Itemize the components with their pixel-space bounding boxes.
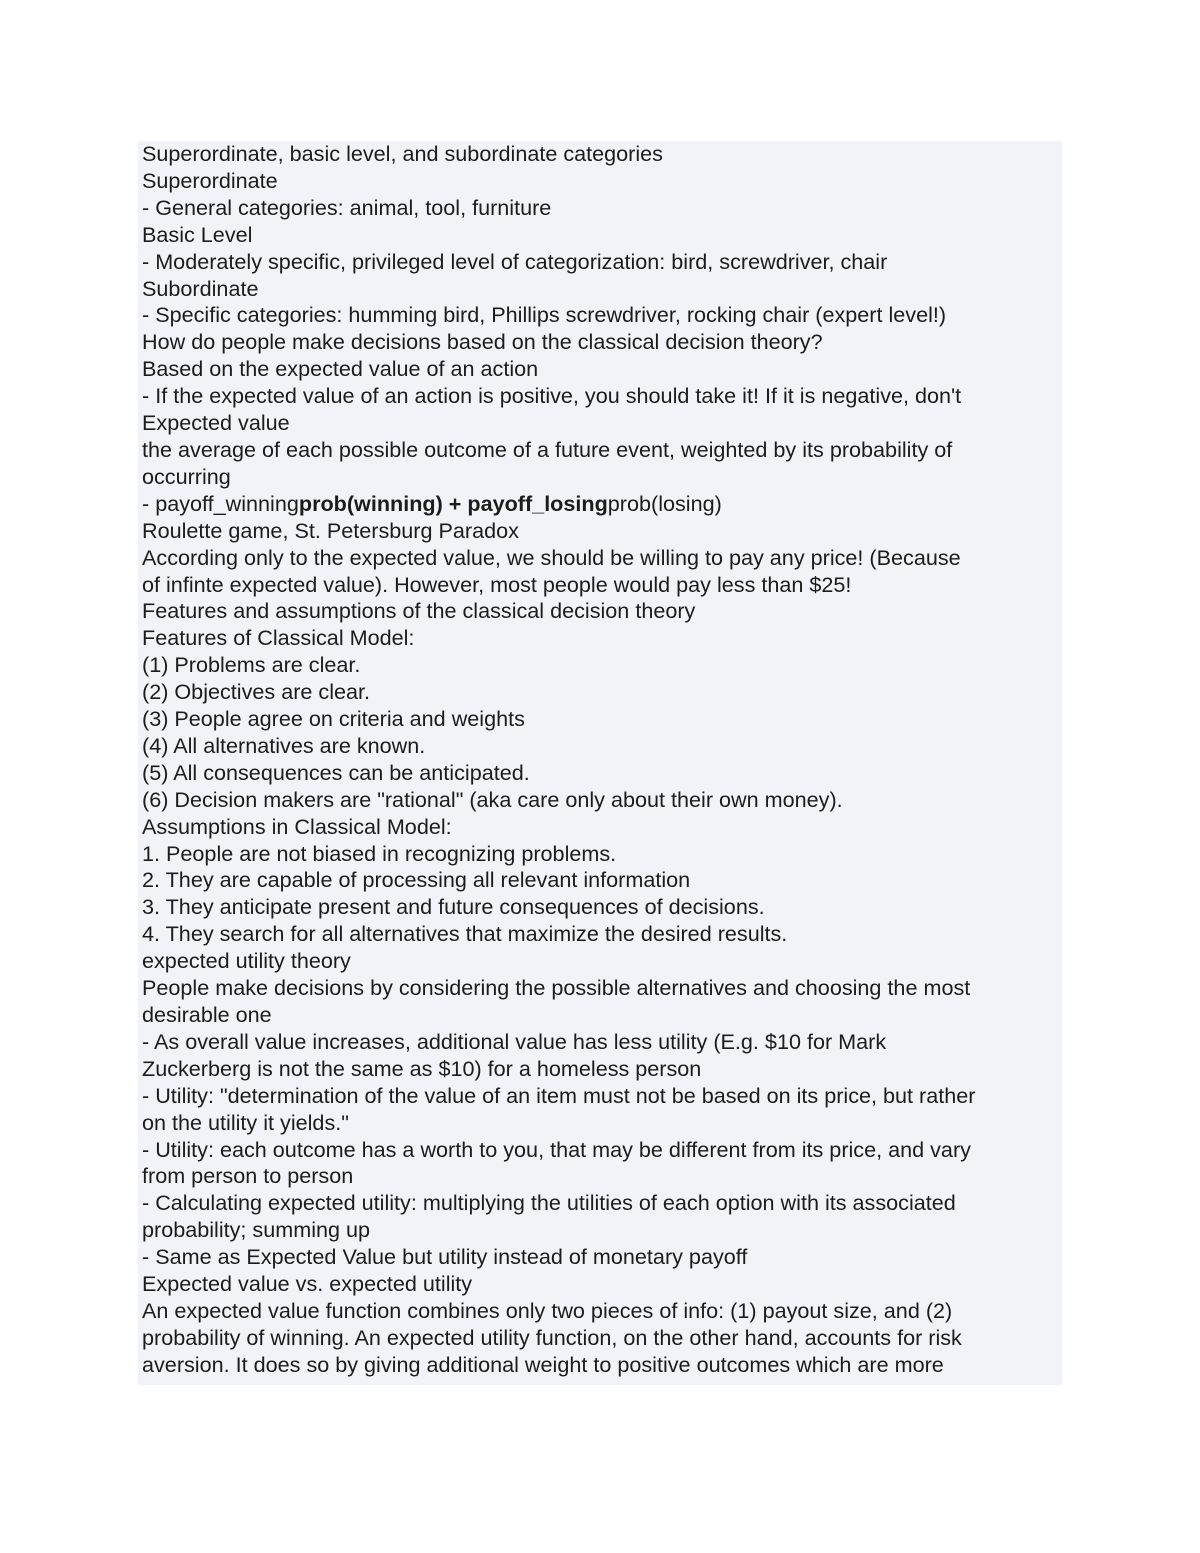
- heading-features-assumptions: Features and assumptions of the classical decision theory: [142, 598, 696, 624]
- text-line: from person to person: [142, 1163, 354, 1189]
- text-line: Subordinate: [142, 275, 259, 301]
- text-line: aversion. It does so by giving additional weight to positive outcomes which are more: [142, 1351, 944, 1377]
- formula-bold-part: prob(winning) + payoff_losing: [298, 490, 608, 516]
- list-item: 3. They anticipate present and future consequences of decisions.: [142, 894, 765, 920]
- text-line: - Calculating expected utility: multiplying the utilities of each option with its associated: [142, 1190, 956, 1216]
- text-line: Assumptions in Classical Model:: [142, 813, 452, 839]
- list-item: (3) People agree on criteria and weights: [142, 706, 525, 732]
- text-line: the average of each possible outcome of a future event, weighted by its probability of: [142, 436, 953, 462]
- text-line: According only to the expected value, we should be willing to pay any price! (Because: [142, 544, 961, 570]
- text-line: on the utility it yields.": [142, 1109, 349, 1135]
- list-item: (1) Problems are clear.: [142, 652, 361, 678]
- text-line: Features of Classical Model:: [142, 625, 415, 651]
- text-line: Based on the expected value of an action: [142, 356, 539, 382]
- list-item: 4. They search for all alternatives that maximize the desired results.: [142, 921, 788, 947]
- list-item: 1. People are not biased in recognizing problems.: [142, 840, 617, 866]
- text-line: Basic Level: [142, 221, 253, 247]
- heading-expected-value: Expected value: [142, 410, 290, 436]
- formula-part: - payoff_winning: [142, 490, 299, 516]
- text-line: occurring: [142, 463, 231, 489]
- text-line: Zuckerberg is not the same as $10) for a homeless person: [142, 1055, 702, 1081]
- heading-categories: Superordinate, basic level, and subordinate categories: [142, 141, 663, 166]
- formula-line: [142, 491, 1062, 518]
- text-line: - General categories: animal, tool, furniture: [142, 194, 552, 220]
- text-line: People make decisions by considering the possible alternatives and choosing the most: [142, 975, 971, 1001]
- list-item: (6) Decision makers are "rational" (aka care only about their own money).: [142, 786, 843, 812]
- formula-part: prob(losing): [607, 490, 722, 516]
- heading-ev-vs-eu: Expected value vs. expected utility: [142, 1271, 473, 1297]
- text-line: - Moderately specific, privileged level of categorization: bird, screwdriver, chair: [142, 248, 888, 274]
- text-line: - Specific categories: humming bird, Phillips screwdriver, rocking chair (expert level!): [142, 302, 947, 328]
- text-line: probability of winning. An expected utility function, on the other hand, accounts for risk: [142, 1324, 962, 1350]
- document-text-block: [138, 141, 1062, 1385]
- list-item: (5) All consequences can be anticipated.: [142, 759, 530, 785]
- text-line: - As overall value increases, additional value has less utility (E.g. $10 for Mark: [142, 1028, 887, 1054]
- text-line: of infinte expected value). However, most people would pay less than $25!: [142, 571, 852, 597]
- text-line: - Utility: "determination of the value of an item must not be based on its price, but rather: [142, 1082, 976, 1108]
- heading-roulette: Roulette game, St. Petersburg Paradox: [142, 517, 519, 543]
- text-line: - Same as Expected Value but utility instead of monetary payoff: [142, 1244, 748, 1270]
- list-item: 2. They are capable of processing all relevant information: [142, 867, 691, 893]
- text-line: - If the expected value of an action is positive, you should take it! If it is negative, don't: [142, 383, 962, 409]
- text-line: probability; summing up: [142, 1217, 371, 1243]
- list-item: (4) All alternatives are known.: [142, 732, 426, 758]
- list-item: (2) Objectives are clear.: [142, 679, 371, 705]
- text-line: desirable one: [142, 1002, 272, 1027]
- text-line: An expected value function combines only two pieces of info: (1) payout size, and (2): [142, 1297, 953, 1323]
- text-line: Superordinate: [142, 167, 278, 193]
- heading-classical-decision: How do people make decisions based on the classical decision theory?: [142, 329, 823, 355]
- text-line: - Utility: each outcome has a worth to you, that may be different from its price, and vary: [142, 1136, 971, 1162]
- heading-expected-utility: expected utility theory: [142, 948, 351, 974]
